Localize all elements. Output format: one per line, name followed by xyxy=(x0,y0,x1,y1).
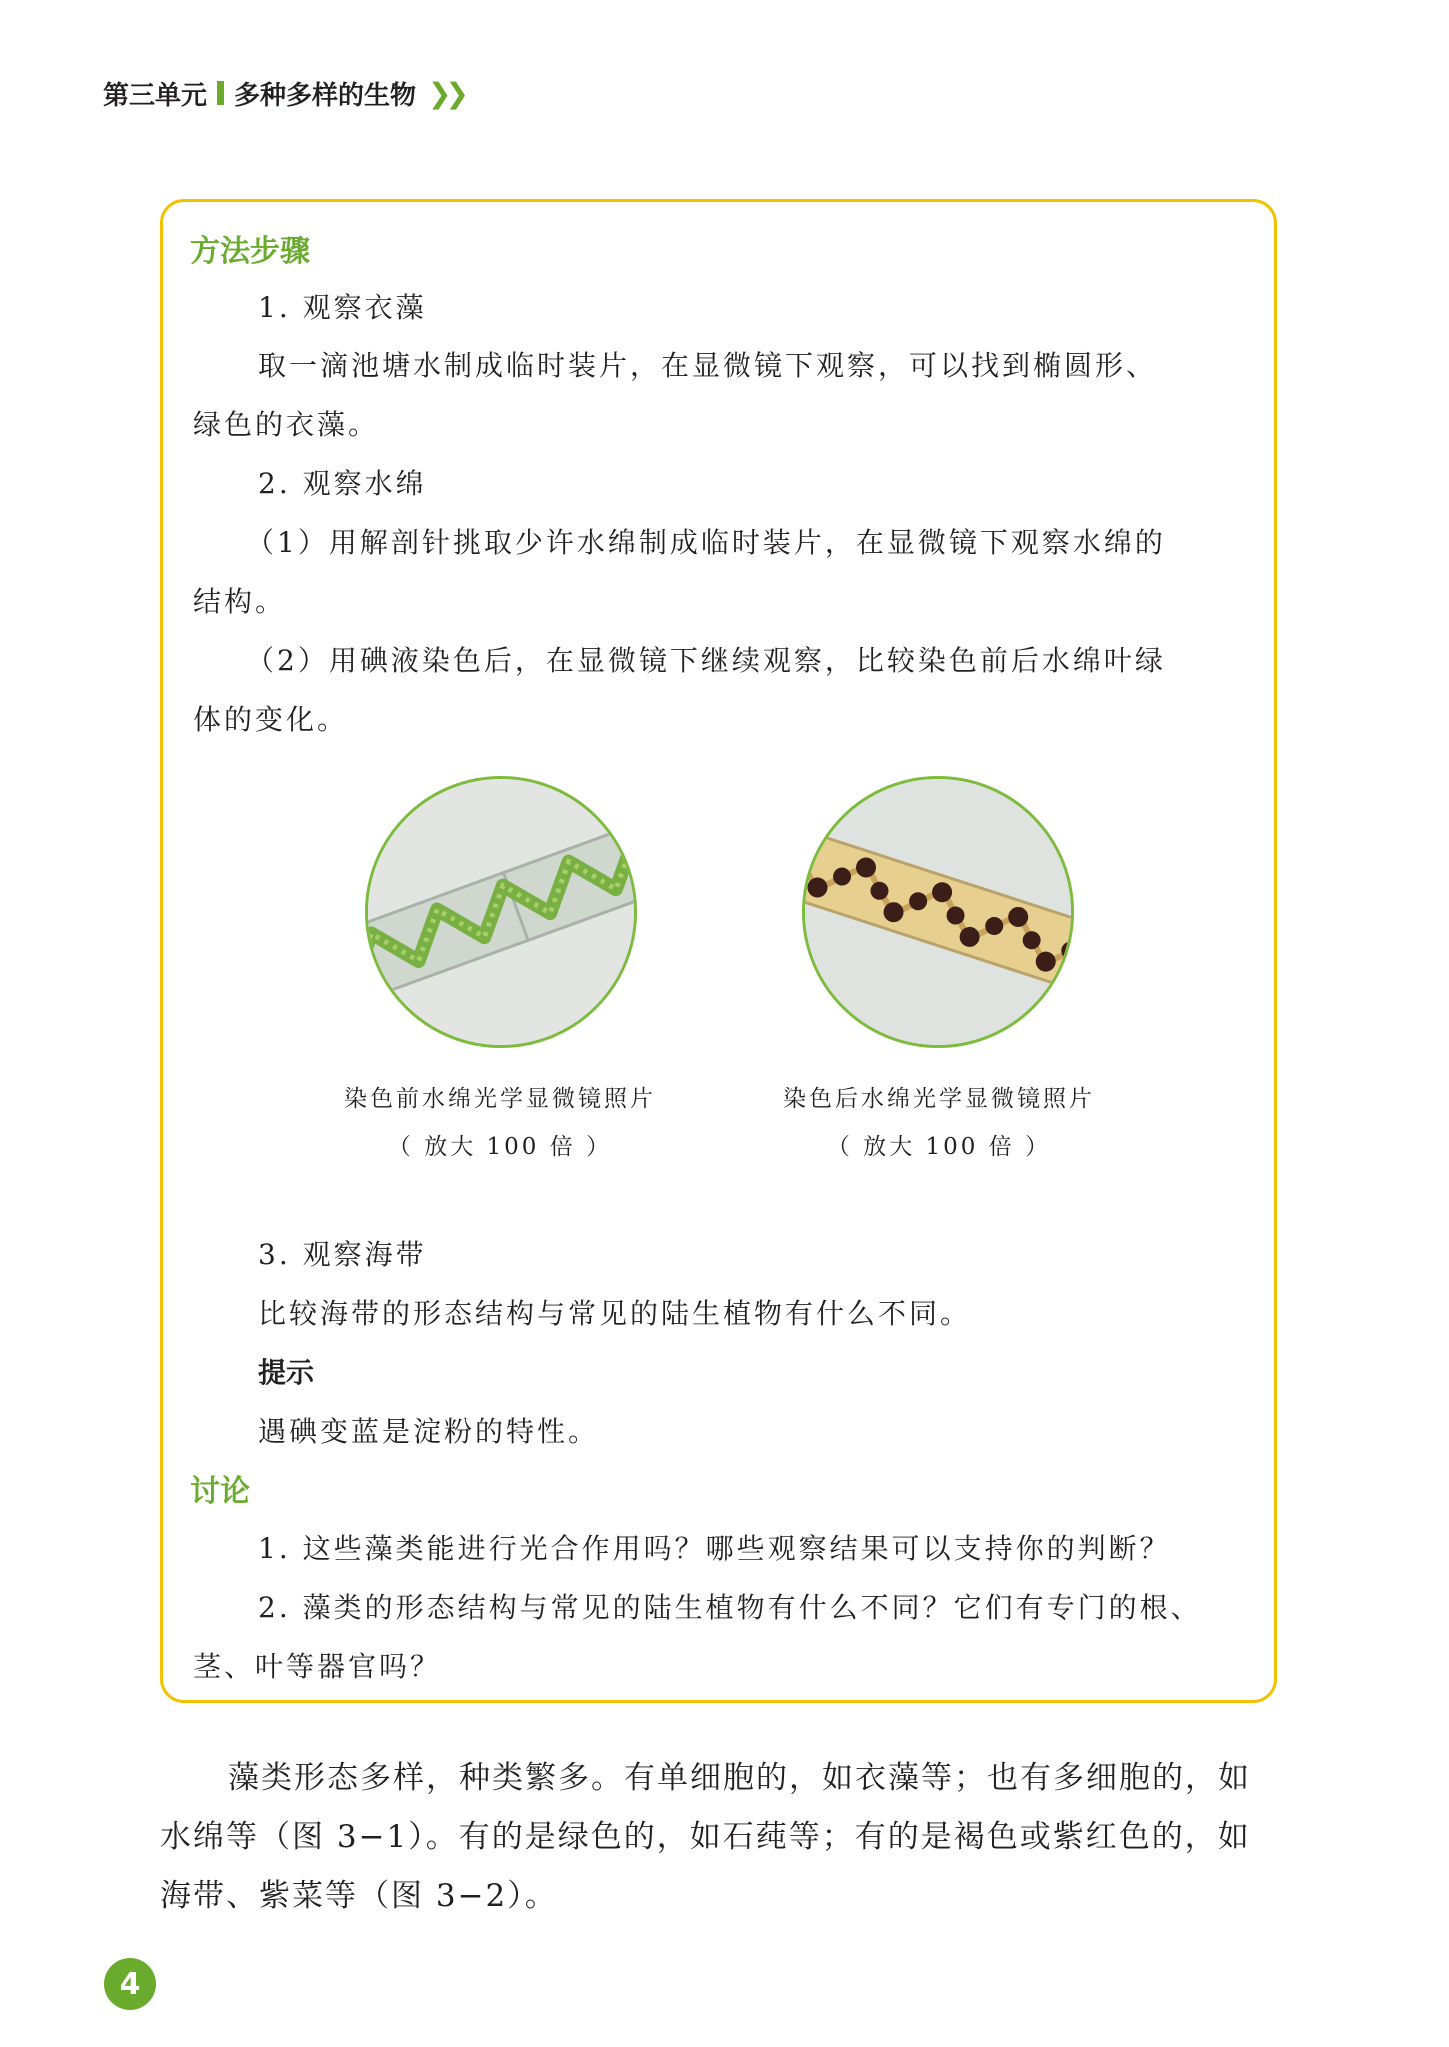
discussion-q2-line2: 茎、叶等器官吗？ xyxy=(193,1650,442,1683)
discussion-title: 讨论 xyxy=(190,1474,250,1509)
hint-title: 提示 xyxy=(258,1356,315,1389)
step1-title: 1. 观察衣藻 xyxy=(258,291,427,324)
step2-title: 2. 观察水绵 xyxy=(258,467,427,500)
figure1-magnification: （ 放大 100 倍 ） xyxy=(387,1134,613,1160)
step2-a-line1: （1）用解剖针挑取少许水绵制成临时装片，在显微镜下观察水绵的 xyxy=(246,526,1166,559)
step3-text: 比较海带的形态结构与常见的陆生植物有什么不同。 xyxy=(258,1297,972,1330)
step2-b-line1: （2）用碘液染色后，在显微镜下继续观察，比较染色前后水绵叶绿 xyxy=(246,644,1166,677)
body-paragraph-line3: 海带、紫菜等（图 3−2）。 xyxy=(160,1878,558,1914)
figure1-caption: 染色前水绵光学显微镜照片 xyxy=(344,1086,656,1112)
step3-title: 3. 观察海带 xyxy=(258,1238,427,1271)
micrograph-after-staining xyxy=(802,776,1074,1048)
hint-text: 遇碘变蓝是淀粉的特性。 xyxy=(258,1415,600,1448)
discussion-q1: 1. 这些藻类能进行光合作用吗？哪些观察结果可以支持你的判断？ xyxy=(258,1532,1171,1565)
page-number: 4 xyxy=(104,1958,156,2010)
methods-title: 方法步骤 xyxy=(190,234,310,269)
figure2-magnification: （ 放大 100 倍 ） xyxy=(826,1134,1052,1160)
micrograph-before-staining xyxy=(365,776,637,1048)
step1-text-line2: 绿色的衣藻。 xyxy=(193,408,380,441)
body-paragraph-line2: 水绵等（图 3−1）。有的是绿色的，如石莼等；有的是褐色或紫红色的，如 xyxy=(160,1819,1251,1855)
step2-b-line2: 体的变化。 xyxy=(193,703,349,736)
figure2-caption: 染色后水绵光学显微镜照片 xyxy=(783,1086,1095,1112)
body-paragraph-line1: 藻类形态多样，种类繁多。有单细胞的，如衣藻等；也有多细胞的，如 xyxy=(228,1760,1251,1796)
unit-label: 第三单元 xyxy=(103,80,208,111)
header-divider xyxy=(217,81,224,105)
chapter-title: 多种多样的生物 xyxy=(234,80,417,111)
step1-text-line1: 取一滴池塘水制成临时装片，在显微镜下观察，可以找到椭圆形、 xyxy=(258,349,1158,382)
discussion-q2-line1: 2. 藻类的形态结构与常见的陆生植物有什么不同？它们有专门的根、 xyxy=(258,1591,1202,1624)
double-chevron-icon: ❯❯ xyxy=(428,76,463,110)
running-header xyxy=(103,75,463,111)
step2-a-line2: 结构。 xyxy=(193,585,287,618)
